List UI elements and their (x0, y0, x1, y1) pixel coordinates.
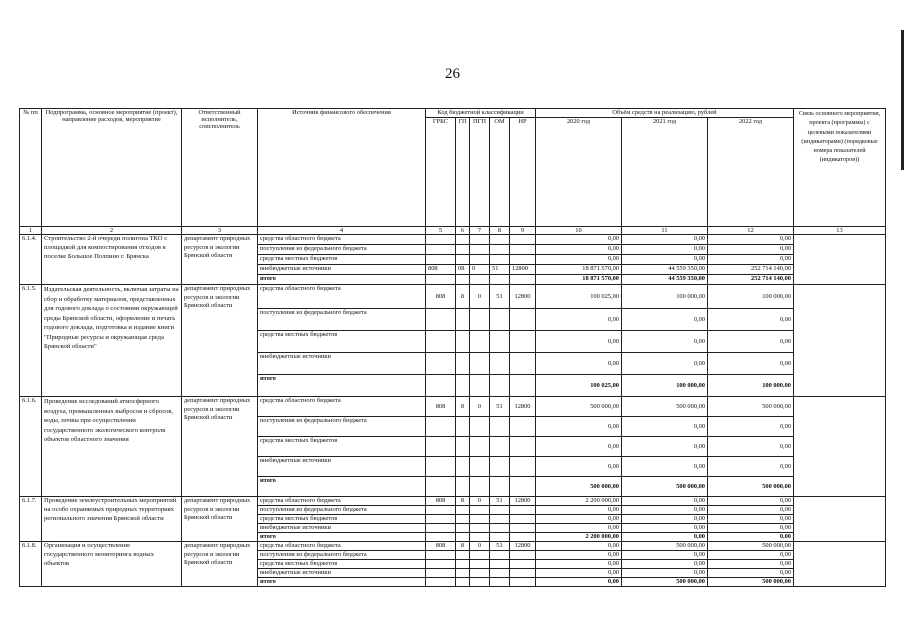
col-number: 12 (708, 227, 794, 235)
source-federal: поступления из федерального бюджета (258, 245, 426, 255)
source-extra: внебюджетные источники (258, 353, 426, 375)
amount-2021: 100 000,00 (622, 285, 708, 309)
amount-2020: 2 200 000,00 (536, 497, 622, 506)
col-number: 3 (182, 227, 258, 235)
total-2020: 18 871 570,00 (536, 275, 622, 285)
row-executor: департамент природных ресурсов и экологии Брянской области (182, 397, 258, 497)
header-nr: НР (510, 118, 536, 227)
amount-2022: 100 000,00 (708, 285, 794, 309)
scan-edge-mark (901, 30, 904, 170)
source-regional: средства областного бюджета (258, 397, 426, 417)
code-nr: 12800 (510, 265, 536, 275)
indicator-link-cell (794, 397, 886, 497)
amount-2022: 500 000,00 (708, 542, 794, 551)
amount-2021: 500 000,00 (622, 542, 708, 551)
source-federal: поступления из федерального бюджета (258, 309, 426, 331)
row-number: 6.1.4. (20, 235, 42, 285)
total-2021: 500 000,00 (622, 578, 708, 587)
col-number: 11 (622, 227, 708, 235)
source-total: итого (258, 578, 426, 587)
amount-2020: 500 000,00 (536, 397, 622, 417)
amount-2021: 0,00 (622, 497, 708, 506)
amount-2020: 0,00 (536, 437, 622, 457)
column-number-row (20, 227, 886, 235)
source-extra: внебюджетные источники (258, 524, 426, 533)
source-regional: средства областного бюджета (258, 497, 426, 506)
total-2021: 100 000,00 (622, 375, 708, 397)
source-local: средства местных бюджетов (258, 255, 426, 265)
amount-2020: 0,00 (536, 353, 622, 375)
code-gp: 8 (456, 497, 470, 506)
code-grbs: 808 (426, 542, 456, 551)
total-2020: 100 025,00 (536, 375, 622, 397)
source-extra: внебюджетные источники (258, 457, 426, 477)
header-2022: 2022 год (708, 118, 794, 227)
source-total: итого (258, 375, 426, 397)
source-regional: средства областного бюджета (258, 235, 426, 245)
row-executor: департамент природных ресурсов и экологии Брянской области (182, 497, 258, 542)
total-2022: 100 000,00 (708, 375, 794, 397)
amount-2022: 0,00 (708, 353, 794, 375)
source-federal: поступления из федерального бюджета (258, 506, 426, 515)
amount-2022: 252 714 140,00 (708, 265, 794, 275)
header-amount: Объём средств на реализацию, рублей (536, 109, 794, 118)
amount-2022: 0,00 (708, 309, 794, 331)
amount-2020: 0,00 (536, 417, 622, 437)
code-pgp: 0 (470, 542, 490, 551)
header-link: Связь основного мероприятия, проекта (программы) с целевыми показателями (индикаторами) (порядковые номера показателей (индикаторов)) (794, 109, 886, 227)
amount-2021: 0,00 (622, 331, 708, 353)
amount-2021: 0,00 (622, 235, 708, 245)
header-pgp: ПГП (470, 118, 490, 227)
code-gp: 8 (456, 285, 470, 309)
amount-2021: 44 559 350,00 (622, 265, 708, 275)
total-2020: 2 200 000,00 (536, 533, 622, 542)
col-number: 10 (536, 227, 622, 235)
amount-2022: 0,00 (708, 437, 794, 457)
col-number: 13 (794, 227, 886, 235)
header-program: Подпрограмма, основное мероприятие (проект), направление расходов, мероприятие (42, 109, 182, 227)
amount-2022: 0,00 (708, 497, 794, 506)
amount-2022: 0,00 (708, 569, 794, 578)
amount-2020: 0,00 (536, 542, 622, 551)
amount-2020: 0,00 (536, 255, 622, 265)
amount-2022: 0,00 (708, 506, 794, 515)
source-federal: поступления из федерального бюджета (258, 417, 426, 437)
header-source: Источник финансового обеспечения (258, 109, 426, 227)
amount-2020: 0,00 (536, 309, 622, 331)
code-grbs: 808 (426, 497, 456, 506)
amount-2021: 0,00 (622, 551, 708, 560)
row-executor: департамент природных ресурсов и экологии Брянской области (182, 285, 258, 397)
col-number: 5 (426, 227, 456, 235)
col-number: 4 (258, 227, 426, 235)
source-federal: поступления из федерального бюджета (258, 551, 426, 560)
total-2022: 252 714 140,00 (708, 275, 794, 285)
amount-2022: 500 000,00 (708, 397, 794, 417)
code-pgp: 0 (470, 285, 490, 309)
total-2021: 0,00 (622, 533, 708, 542)
amount-2021: 0,00 (622, 309, 708, 331)
row-description: Издательская деятельность, включая затраты на сбор и обработку материалов, представленных для годового доклада о состоянии окружающей среды Брянской области, оформление и печать годового доклада, подготовка и издание книги "Природные ресурсы и окружающая среда Брянской области" (42, 285, 182, 397)
table-row (20, 497, 886, 506)
amount-2022: 0,00 (708, 235, 794, 245)
table-row (20, 285, 886, 309)
source-extra: внебюджетные источники (258, 569, 426, 578)
source-total: итого (258, 275, 426, 285)
col-number: 1 (20, 227, 42, 235)
total-2020: 500 000,00 (536, 477, 622, 497)
source-extra: внебюджетные источники (258, 265, 426, 275)
amount-2021: 0,00 (622, 515, 708, 524)
code-om: 51 (490, 542, 510, 551)
amount-2021: 0,00 (622, 569, 708, 578)
indicator-link-cell (794, 235, 886, 285)
header-gp: ГП (456, 118, 470, 227)
total-2022: 0,00 (708, 533, 794, 542)
amount-2022: 0,00 (708, 560, 794, 569)
source-total: итого (258, 477, 426, 497)
budget-table (19, 108, 886, 587)
code-grbs: 808 (426, 397, 456, 417)
amount-2022: 0,00 (708, 331, 794, 353)
row-executor: департамент природных ресурсов и экологии Брянской области (182, 235, 258, 285)
row-number: 6.1.8. (20, 542, 42, 587)
amount-2022: 0,00 (708, 417, 794, 437)
header-executor: Ответственный исполнитель, соисполнитель (182, 109, 258, 227)
amount-2020: 0,00 (536, 457, 622, 477)
amount-2020: 100 025,00 (536, 285, 622, 309)
code-om: 51 (490, 285, 510, 309)
col-number: 6 (456, 227, 470, 235)
header-om: ОМ (490, 118, 510, 227)
total-2021: 500 000,00 (622, 477, 708, 497)
total-2022: 500 000,00 (708, 578, 794, 587)
source-regional: средства областного бюджета (258, 542, 426, 551)
code-pgp: 0 (470, 397, 490, 417)
indicator-link-cell (794, 542, 886, 587)
table-row (20, 397, 886, 417)
code-gp: 8 (456, 542, 470, 551)
code-grbs: 808 (426, 265, 456, 275)
header-budget-code: Код бюджетной классификации (426, 109, 536, 118)
code-om: 51 (490, 497, 510, 506)
code-pgp: 0 (470, 265, 490, 275)
amount-2020: 0,00 (536, 515, 622, 524)
amount-2020: 0,00 (536, 569, 622, 578)
col-number: 9 (510, 227, 536, 235)
code-pgp: 0 (470, 497, 490, 506)
amount-2020: 0,00 (536, 331, 622, 353)
row-description: Проведение землеустроительных мероприятий на особо охраняемых природных территориях регионального значения Брянской области (42, 497, 182, 542)
table-row (20, 235, 886, 245)
amount-2022: 0,00 (708, 524, 794, 533)
amount-2021: 0,00 (622, 245, 708, 255)
amount-2020: 0,00 (536, 560, 622, 569)
row-executor: департамент природных ресурсов и экологии Брянской области (182, 542, 258, 587)
source-regional: средства областного бюджета (258, 285, 426, 309)
amount-2021: 0,00 (622, 417, 708, 437)
total-2021: 44 559 350,00 (622, 275, 708, 285)
col-number: 2 (42, 227, 182, 235)
amount-2021: 0,00 (622, 457, 708, 477)
code-om: 51 (490, 265, 510, 275)
amount-2022: 0,00 (708, 457, 794, 477)
col-number: 7 (470, 227, 490, 235)
amount-2020: 0,00 (536, 551, 622, 560)
row-description: Организация и осуществление государственного мониторинга водных объектов (42, 542, 182, 587)
amount-2021: 0,00 (622, 560, 708, 569)
source-local: средства местных бюджетов (258, 515, 426, 524)
code-nr: 12800 (510, 285, 536, 309)
col-number: 8 (490, 227, 510, 235)
header-grbs: ГРБС (426, 118, 456, 227)
amount-2021: 500 000,00 (622, 397, 708, 417)
header-num: № пп (20, 109, 42, 227)
source-local: средства местных бюджетов (258, 331, 426, 353)
amount-2022: 0,00 (708, 551, 794, 560)
amount-2022: 0,00 (708, 245, 794, 255)
row-number: 6.1.6. (20, 397, 42, 497)
amount-2021: 0,00 (622, 506, 708, 515)
code-grbs: 808 (426, 285, 456, 309)
amount-2020: 18 871 570,00 (536, 265, 622, 275)
indicator-link-cell (794, 285, 886, 397)
page-number: 26 (445, 66, 460, 82)
amount-2020: 0,00 (536, 235, 622, 245)
amount-2021: 0,00 (622, 437, 708, 457)
row-number: 6.1.7. (20, 497, 42, 542)
amount-2022: 0,00 (708, 255, 794, 265)
amount-2020: 0,00 (536, 506, 622, 515)
amount-2021: 0,00 (622, 524, 708, 533)
amount-2022: 0,00 (708, 515, 794, 524)
source-total: итого (258, 533, 426, 542)
source-local: средства местных бюджетов (258, 437, 426, 457)
code-nr: 12800 (510, 497, 536, 506)
indicator-link-cell (794, 497, 886, 542)
code-nr: 12800 (510, 397, 536, 417)
source-local: средства местных бюджетов (258, 560, 426, 569)
header-2020: 2020 год (536, 118, 622, 227)
row-description: Проведение исследований атмосферного воздуха, промышленных выбросов и сбросов, воды, почвы при осуществлении государственного экологического контроля объектов областного значения (42, 397, 182, 497)
amount-2021: 0,00 (622, 353, 708, 375)
total-2020: 0,00 (536, 578, 622, 587)
code-gp: 8 (456, 397, 470, 417)
amount-2021: 0,00 (622, 255, 708, 265)
table-row (20, 542, 886, 551)
amount-2020: 0,00 (536, 524, 622, 533)
code-gp: 08 (456, 265, 470, 275)
row-description: Строительство 2-й очереди полигона ТКО с площадкой для компостирования отходов в поселке Большое Полпино г. Брянска (42, 235, 182, 285)
code-om: 51 (490, 397, 510, 417)
code-nr: 12800 (510, 542, 536, 551)
header-2021: 2021 год (622, 118, 708, 227)
total-2022: 500 000,00 (708, 477, 794, 497)
amount-2020: 0,00 (536, 245, 622, 255)
row-number: 6.1.5. (20, 285, 42, 397)
